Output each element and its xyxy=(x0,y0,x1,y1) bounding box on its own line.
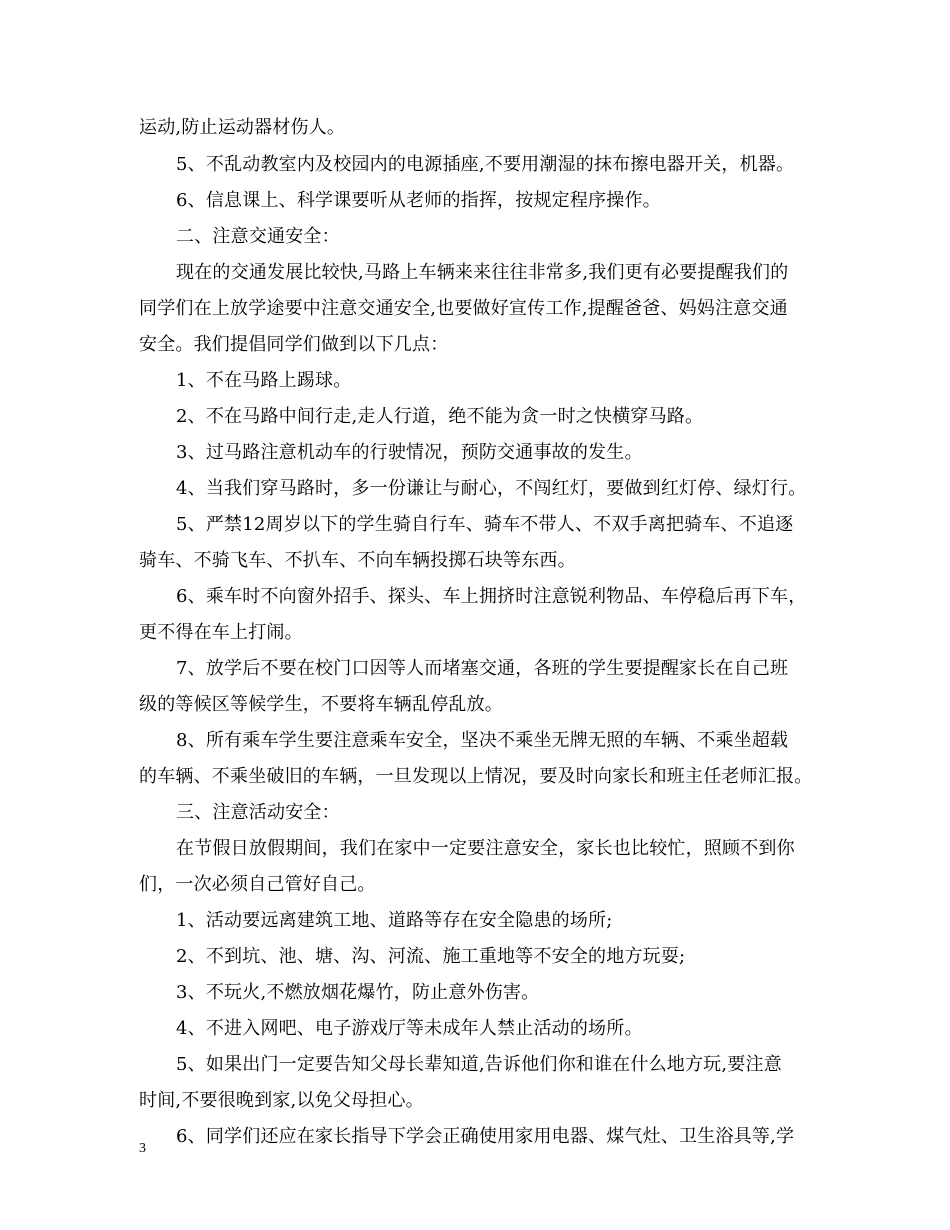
body-line-14: 6、乘车时不向窗外招手、探头、车上拥挤时注意锐利物品、车停稳后再下车， xyxy=(176,586,807,607)
body-line-15: 更不得在车上打闹。 xyxy=(139,622,303,643)
body-line-9: 2、不在马路中间行走,走人行道，绝不能为贪一时之快横穿马路。 xyxy=(176,406,704,427)
body-line-17: 级的等候区等候学生，不要将车辆乱停乱放。 xyxy=(139,694,503,715)
body-line-3: 6、信息课上、科学课要听从老师的指挥，按规定程序操作。 xyxy=(176,190,661,211)
body-line-5: 现在的交通发展比较快,马路上车辆来来往往非常多,我们更有必要提醒我们的 xyxy=(176,262,789,283)
body-line-25: 3、不玩火,不燃放烟花爆竹，防止意外伤害。 xyxy=(176,982,540,1003)
body-line-21: 在节假日放假期间，我们在家中一定要注意安全，家长也比较忙，照顾不到你 xyxy=(176,838,795,859)
body-line-23: 1、活动要远离建筑工地、道路等存在安全隐患的场所; xyxy=(176,910,613,931)
body-line-13: 骑车、不骑飞车、不扒车、不向车辆投掷石块等东西。 xyxy=(139,550,576,571)
section-heading-traffic: 二、注意交通安全： xyxy=(176,226,340,247)
body-line-6: 同学们在上放学途要中注意交通安全,也要做好宣传工作,提醒爸爸、妈妈注意交通 xyxy=(139,298,788,319)
body-line-11: 4、当我们穿马路时，多一份谦让与耐心，不闯红灯，要做到红灯停、绿灯行。 xyxy=(176,478,807,499)
body-line-24: 2、不到坑、池、塘、沟、河流、施工重地等不安全的地方玩耍; xyxy=(176,946,686,967)
body-line-22: 们，一次必须自己管好自己。 xyxy=(139,874,376,895)
body-line-26: 4、不进入网吧、电子游戏厅等未成年人禁止活动的场所。 xyxy=(176,1018,643,1039)
body-line-8: 1、不在马路上踢球。 xyxy=(176,370,352,391)
body-line-19: 的车辆、不乘坐破旧的车辆，一旦发现以上情况，要及时向家长和班主任老师汇报。 xyxy=(139,766,813,787)
body-line-18: 8、所有乘车学生要注意乘车安全，坚决不乘坐无牌无照的车辆、不乘坐超载 xyxy=(176,730,789,751)
section-heading-activity: 三、注意活动安全： xyxy=(176,802,340,823)
body-line-16: 7、放学后不要在校门口因等人而堵塞交通，各班的学生要提醒家长在自己班 xyxy=(176,658,789,679)
body-line-7: 安全。我们提倡同学们做到以下几点： xyxy=(139,334,449,355)
body-line-27: 5、如果出门一定要告知父母长辈知道,告诉他们你和谁在什么地方玩,要注意 xyxy=(176,1054,782,1075)
body-line-28: 时间,不要很晚到家,以免父母担心。 xyxy=(139,1090,424,1111)
body-line-1: 运动,防止运动器材伤人。 xyxy=(139,117,346,138)
body-line-12: 5、严禁12周岁以下的学生骑自行车、骑车不带人、不双手离把骑车、不追逐 xyxy=(176,514,794,535)
body-line-29: 6、同学们还应在家长指导下学会正确使用家用电器、煤气灶、卫生浴具等,学 xyxy=(176,1126,795,1147)
body-line-10: 3、过马路注意机动车的行驶情况，预防交通事故的发生。 xyxy=(176,442,643,463)
body-line-2: 5、不乱动教室内及校园内的电源插座,不要用潮湿的抹布擦电器开关，机器。 xyxy=(176,154,795,175)
page-number: 3 xyxy=(139,1141,146,1156)
